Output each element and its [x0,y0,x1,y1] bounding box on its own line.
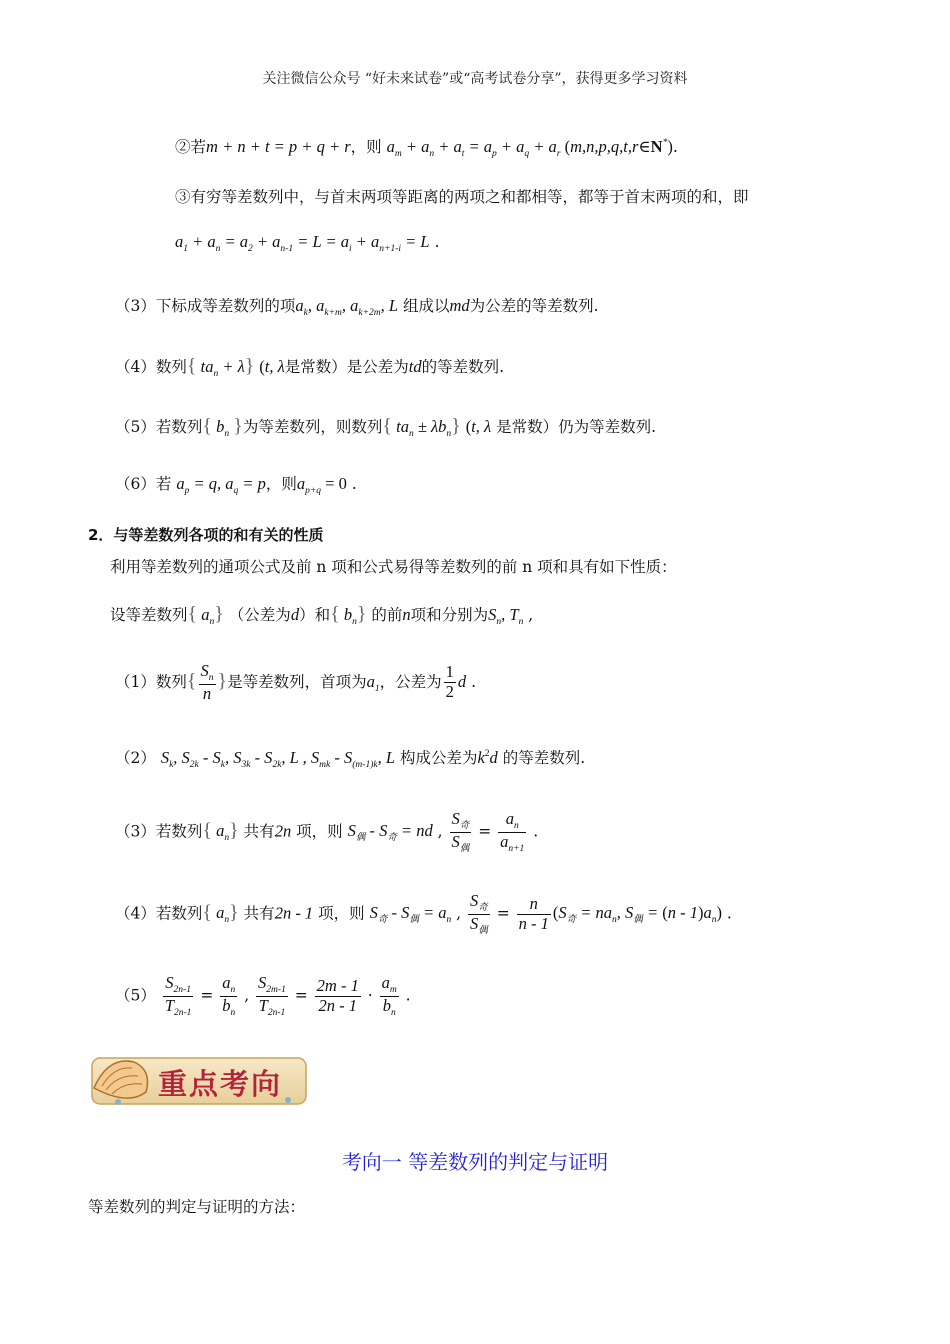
section-2-setup: 设等差数列{ $a_n$} （公差为d）和{ $b_n$} 的前n项和分别为$S_n$, $T_n$ , [110,603,534,627]
period: . [351,475,357,493]
item-5: （5）若数列{ $b_n$ }为等差数列，则数列{ $ta_n \pm \lambda b_n$} (t, λ 是常数）仍为等差数列. [115,415,657,439]
item-number: ② [175,138,191,156]
symmetric-sum-formula: $a_1 + a_n = a_2 + a_{n-1} = L = a_i + a_{n+1-i} = L$ . [175,232,440,254]
section-2-intro: 利用等差数列的通项公式及前 n 项和公式易得等差数列的前 n 项和具有如下性质： [110,558,677,576]
item-text: 项，则 [318,904,365,923]
n-symbol: n [402,605,411,624]
item-number: ③ [175,188,191,206]
subsequence-formula: $a_k$, $a_{k+m}$, $a_{k+2m}$, L [295,296,399,318]
item-number: （3） [115,822,156,841]
item-number: （4） [115,358,156,376]
condition-text: 若 [190,138,207,156]
item-text: 数列 [155,358,187,376]
item-text: 若数列 [155,822,203,841]
sum-equation: $a_m + a_n + a_t = a_p + a_q + a_r$ (m,n,p,q,t,r∈N*) [386,137,673,159]
item-number: （1） [115,672,156,691]
item-text: 的等差数列. [502,749,586,767]
item-number: （2） [115,749,156,767]
md-symbol: md [449,296,470,315]
section-2-title: 2．与等差数列各项的和有关的性质 [88,526,324,544]
odd-subscript: 奇 [387,833,397,844]
item-text: 组成以 [402,297,450,315]
item-text: 共有 [243,822,275,841]
page-header: 关注微信公众号 “好未来试卷”或“高考试卷分享”，获得更多学习资料 [262,71,688,87]
item-number: （6） [115,475,156,493]
item-text: 为等差数列，则数列 [242,418,383,436]
item-text: 是常数）仍为等差数列. [496,418,657,436]
item-text: 是等差数列，首项为 [227,672,367,691]
item-6: （6）若 $a_p = q$, $a_q = p$，则$a_{p+q} = 0$ . [115,474,357,496]
key-topics-badge [88,1048,310,1110]
item-3 [115,296,599,320]
item-number: （5） [115,418,156,436]
item-text: 为公差的等差数列. [469,297,599,315]
index-equation: m + n + t = p + q + r [206,137,351,156]
even-subscript: 偶 [355,833,366,844]
setup-text: （公差为 [228,606,291,624]
sum-property-1: （1）数列{ $\frac{S_n}{n}$ }是等差数列，首项为$a_1$，公差为 $\frac{1}{2}$ d . [115,661,477,703]
item-4: （4）数列{ $ta_n + \lambda$} (t, λ是常数）是公差为td的等差数列. [115,355,505,379]
item-text: 若数列 [155,904,203,923]
then-text: ，则 [350,138,382,156]
odd-subscript: 奇 [377,915,388,926]
property-text: 有穷等差数列中，与首末两项等距离的两项之和都相等，都等于首末两项的和，即 [190,188,749,206]
item-number: （4） [115,904,156,923]
item-text: 下标成等差数列的项 [155,297,296,315]
sum-property-5: （5） $\frac{S_{2n-1}}{T_{2n-1}}$ = $\frac{a_n}{b_n}$ , $\frac{S_{2m-1}}{T_{2n-1}}$ = $\frac{2m - 1}{2n - 1}$ · $\frac{a_m}{b_n}$ . [115,973,411,1018]
item-text: 共有 [243,904,275,923]
item-text: 若数列 [155,418,203,436]
property-2-line [175,137,678,161]
property-3-line [175,188,749,207]
item-text: 的等差数列. [421,358,505,376]
setup-text: 的前 [371,606,403,624]
td-symbol: td [408,357,422,376]
setup-text: ）和 [299,606,331,624]
badge-text: 重点考向 [158,1067,283,1101]
sum-property-3: （3）若数列{ $a_n$} 共有2n 项，则 $S_偶 - S_奇$ = nd , $\frac{S_奇}{S_偶}$ = $\frac{a_n}{a_{n+1}}$ . [115,809,539,854]
item-text: 数列 [155,672,187,691]
section-heading: 考向一 等差数列的判定与证明 [341,1150,609,1174]
setup-text: 设等差数列 [110,606,188,624]
period: . [471,672,477,691]
period: . [672,138,678,156]
item-text: 是常数）是公差为 [284,358,409,376]
closing-text: 等差数列的判定与证明的方法： [88,1198,306,1216]
item-text: 项，则 [296,822,343,841]
item-text: ，则 [265,475,297,493]
item-number: （5） [115,986,156,1005]
d-symbol: d [290,605,300,624]
sum-property-2: （2） $S_k$, $S_{2k} - S_k$, $S_{3k} - S_{2k}$, L , $S_{mk} - S_{(m-1)k}$, L 构成公差为$k^2d$ 的等差数列. [115,748,586,770]
item-text: 若 [155,475,172,493]
even-subscript: 偶 [409,915,419,926]
item-number: （3） [115,297,156,315]
setup-text: 项和分别为 [410,606,489,624]
item-text: ，公差为 [379,672,442,691]
item-text: 构成公差为 [399,749,478,767]
sum-property-4: （4）若数列{ $a_n$} 共有2n - 1 项，则 $S_奇 - S_偶 = a_n$ , $\frac{S_奇}{S_偶}$ = $\frac{n}{n - 1}$ ($S_奇 = na_n$, $S_偶 = (n - 1)a_n$) . [115,891,732,936]
